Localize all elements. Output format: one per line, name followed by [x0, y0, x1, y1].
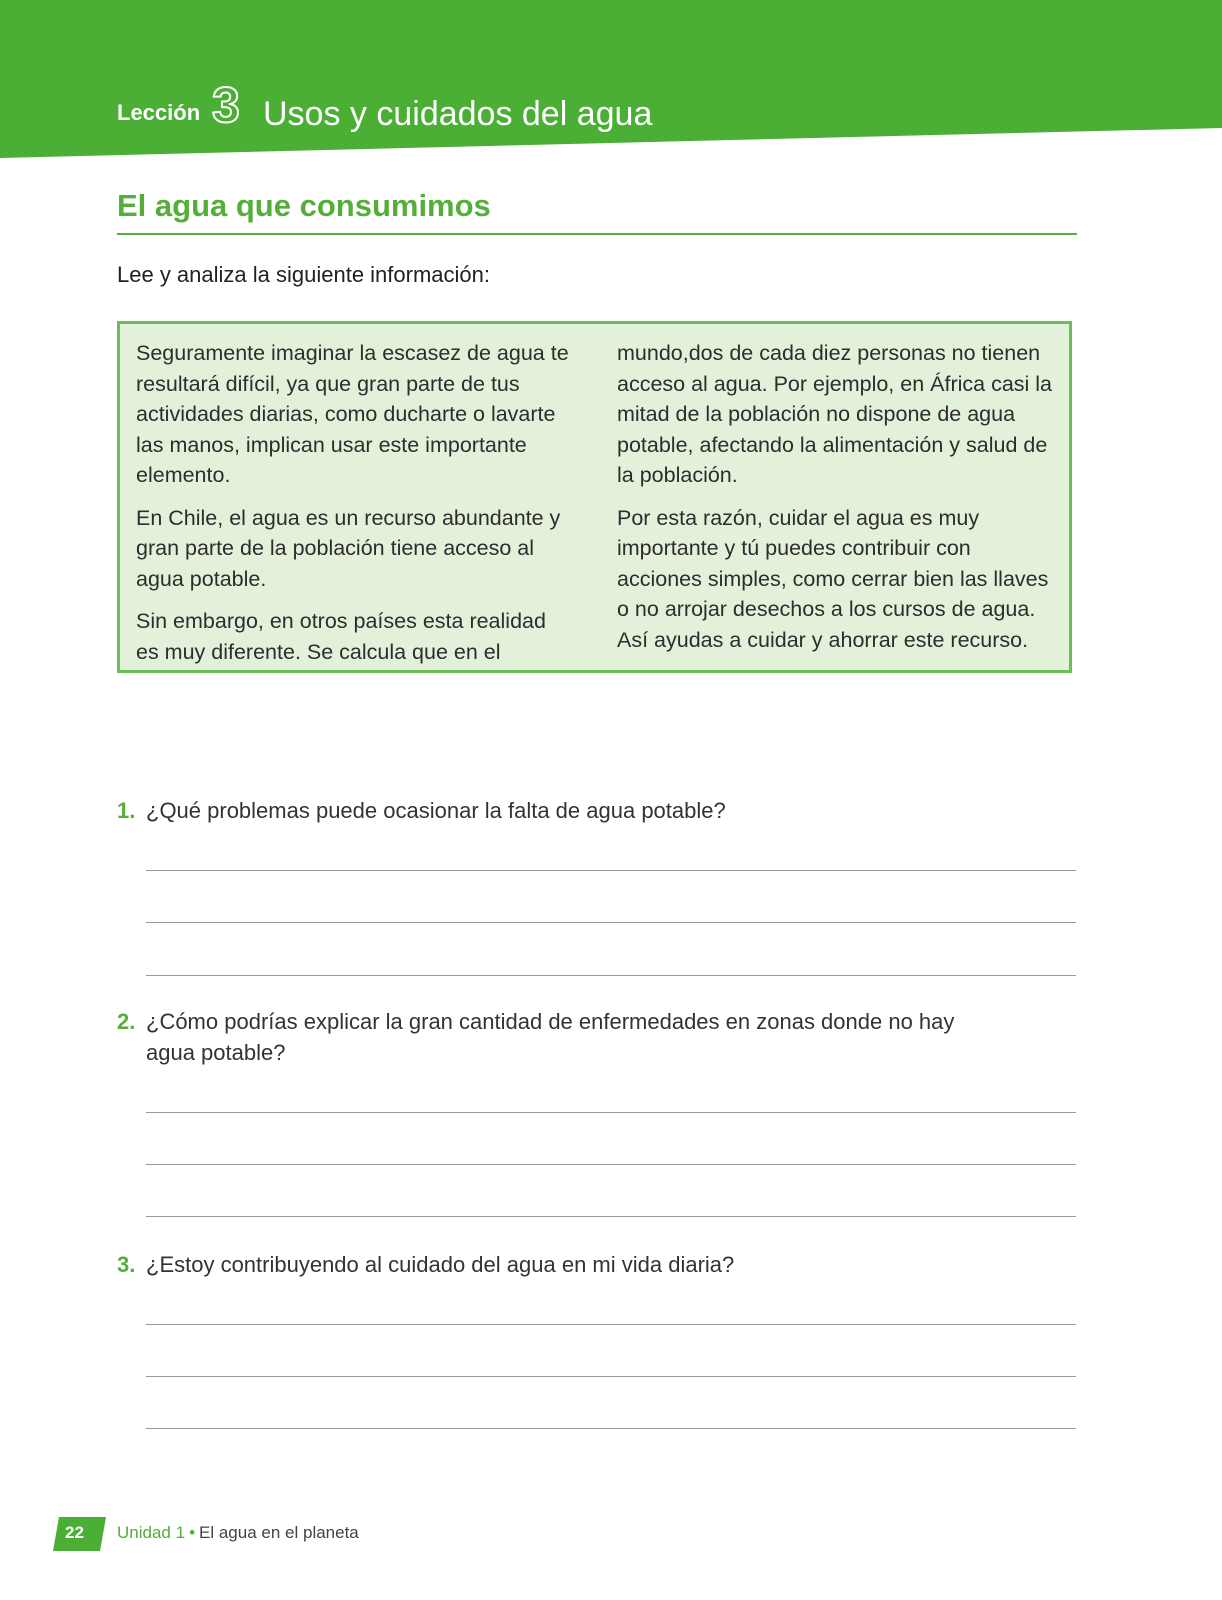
info-column-right: [617, 338, 1057, 667]
separator-dot: •: [189, 1523, 196, 1542]
unit-label: Unidad 1: [117, 1523, 186, 1542]
question-number: 1.: [117, 798, 136, 823]
answer-line[interactable]: [146, 922, 1076, 923]
lesson-title: Usos y cuidados del agua: [263, 95, 653, 133]
unit-title: El agua en el planeta: [199, 1523, 359, 1542]
footer-unit: [117, 1523, 359, 1543]
answer-line[interactable]: [146, 1216, 1076, 1217]
answer-line[interactable]: [146, 1164, 1076, 1165]
question-number: 2.: [117, 1009, 136, 1034]
answer-line[interactable]: [146, 1376, 1076, 1377]
question-text: ¿Estoy contribuyendo al cuidado del agua en mi vida diaria?: [146, 1252, 735, 1277]
answer-line[interactable]: [146, 1428, 1076, 1429]
answer-line[interactable]: [146, 1112, 1076, 1113]
answer-line[interactable]: [146, 975, 1076, 976]
lesson-label: Lección: [117, 100, 201, 125]
question-number: 3.: [117, 1252, 136, 1277]
question-text: ¿Qué problemas puede ocasionar la falta de agua potable?: [146, 798, 726, 823]
header-band: [0, 0, 1222, 160]
info-box: [117, 321, 1072, 673]
instruction-text: Lee y analiza la siguiente información:: [117, 262, 491, 287]
answer-line[interactable]: [146, 1324, 1076, 1325]
info-column-left: [136, 338, 571, 679]
answer-line[interactable]: [146, 870, 1076, 871]
lesson-number: 3: [212, 77, 240, 133]
info-paragraph: En Chile, el agua es un recurso abundante y gran parte de la población tiene acceso al agua potable.: [136, 505, 561, 591]
section-divider: [117, 233, 1077, 235]
info-paragraph: Sin embargo, en otros países esta realidad es muy diferente. Se calcula que en el: [136, 609, 546, 664]
page-number: 22: [65, 1523, 84, 1542]
section-title: El agua que consumimos: [117, 188, 491, 223]
info-paragraph: Por esta razón, cuidar el agua es muy importante y tú puedes contribuir con acciones simples, como cerrar bien las llaves o no arrojar desechos a los cursos de agua. Así ayudas a cuidar y ahorrar este recurso.: [617, 505, 1049, 652]
info-paragraph: mundo,dos de cada diez personas no tienen acceso al agua. Por ejemplo, en África casi la mitad de la población no dispone de agua potable, afectando la alimentación y salud de la población.: [617, 341, 1053, 487]
question-text: ¿Cómo podrías explicar la gran cantidad de enfermedades en zonas donde no hay agua potable?: [146, 1009, 955, 1065]
info-paragraph: Seguramente imaginar la escasez de agua te resultará difícil, ya que gran parte de tus actividades diarias, como ducharte o lavarte las manos, implican usar este importante elemento.: [136, 341, 569, 487]
